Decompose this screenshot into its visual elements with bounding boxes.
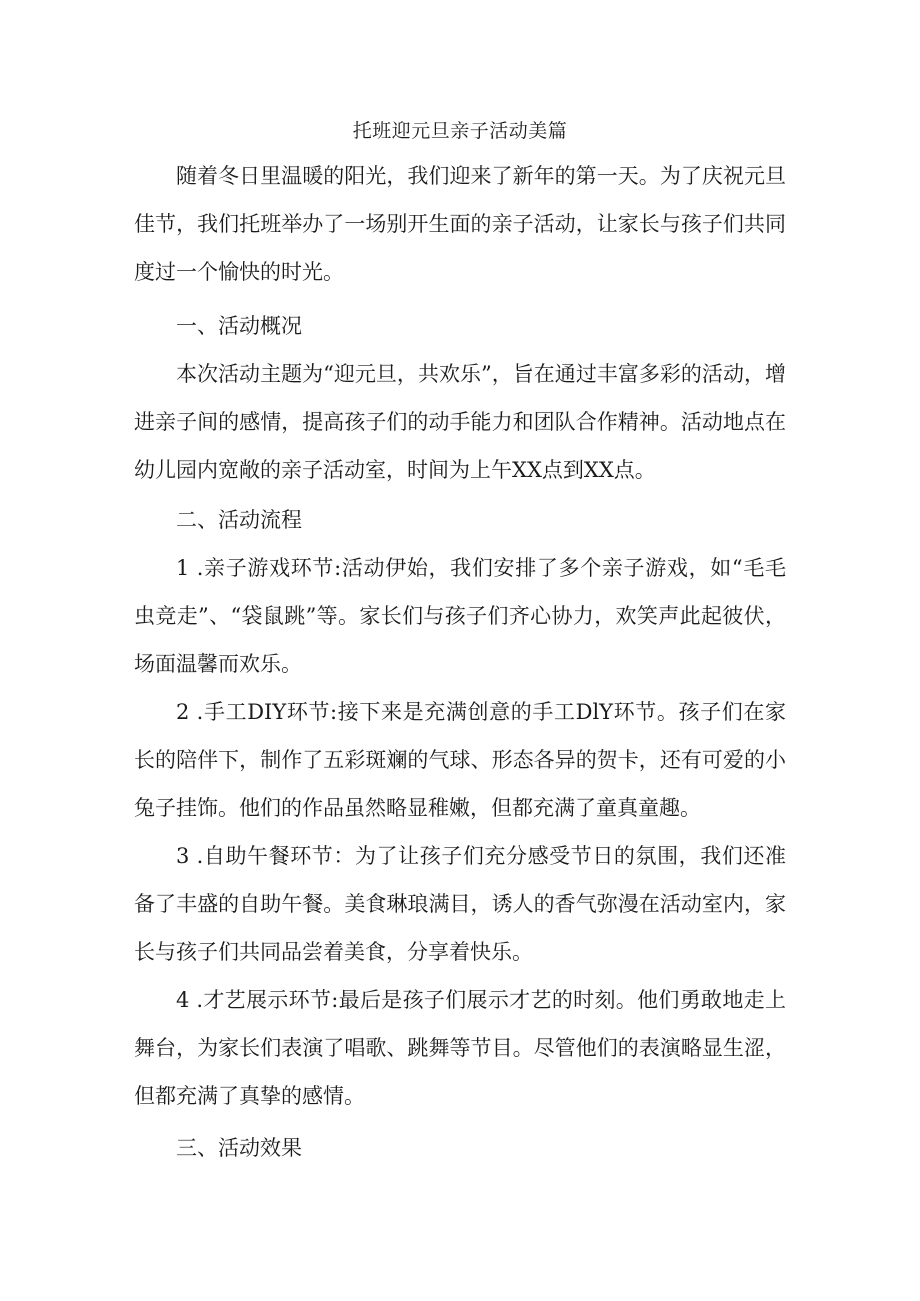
process-item-talent: 4 .才艺展示环节:最后是孩子们展示才艺的时刻。他们勇敢地走上舞台，为家长们表演了唱歌、跳舞等节目。尽管他们的表演略显生涩，但都充满了真挚的感情。 bbox=[134, 988, 786, 1108]
process-item-diy: 2 .手工DIY环节:接下来是充满创意的手工DlY环节。孩子们在家长的陪伴下，制作了五彩斑斓的气球、形态各异的贺卡，还有可爱的小兔子挂饰。他们的作品虽然略显稚嫩，但都充满了童真童趣。 bbox=[134, 700, 786, 820]
process-item-game: 1 .亲子游戏环节:活动伊始，我们安排了多个亲子游戏，如“毛毛虫竞走”、“袋鼠跳”等。家长们与孩子们齐心协力，欢笑声此起彼伏，场面温馨而欢乐。 bbox=[134, 556, 786, 676]
process-item-lunch: 3 .自助午餐环节：为了让孩子们充分感受节日的氛围，我们还准备了丰盛的自助午餐。美食琳琅满目，诱人的香气弥漫在活动室内，家长与孩子们共同品尝着美食，分享着快乐。 bbox=[134, 844, 786, 964]
section-heading-overview: 一、活动概况 bbox=[176, 314, 302, 338]
section-heading-effect: 三、活动效果 bbox=[176, 1136, 302, 1160]
intro-paragraph: 随着冬日里温暖的阳光，我们迎来了新年的第一天。为了庆祝元旦佳节，我们托班举办了一场别开生面的亲子活动，让家长与孩子们共同度过一个愉快的时光。 bbox=[134, 164, 786, 284]
section-heading-process: 二、活动流程 bbox=[176, 508, 302, 532]
overview-paragraph: 本次活动主题为“迎元旦，共欢乐”，旨在通过丰富多彩的活动，增进亲子间的感情，提高孩子们的动手能力和团队合作精神。活动地点在幼儿园内宽敞的亲子活动室，时间为上午XX点到XX点。 bbox=[134, 362, 786, 482]
document-title: 托班迎元旦亲子活动美篇 bbox=[352, 120, 568, 142]
